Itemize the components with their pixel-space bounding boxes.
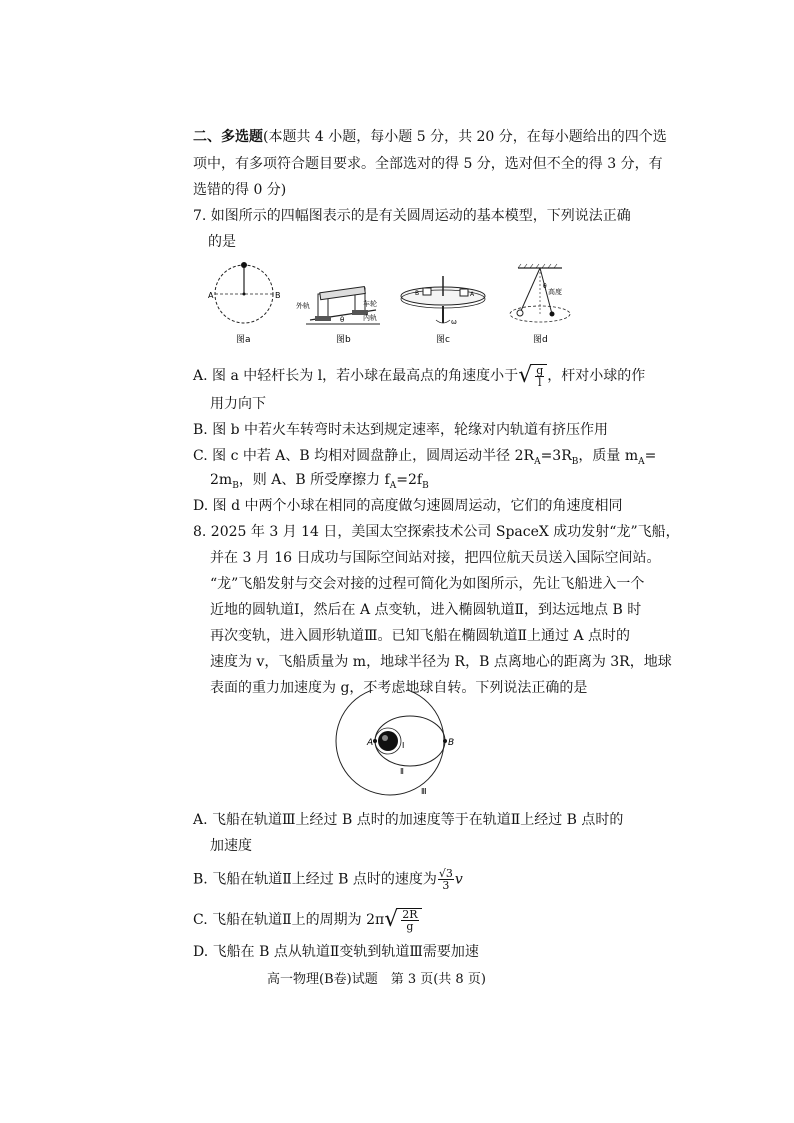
orbit-label-I: Ⅰ xyxy=(402,741,405,750)
section-desc-1: (本题共 4 小题，每小题 5 分，共 20 分，在每小题给出的四个选 xyxy=(263,129,667,145)
fig-a-label-B: B xyxy=(275,291,281,300)
earth xyxy=(378,731,398,751)
q8-option-b-text: B. 飞船在轨道Ⅱ上经过 B 点时的速度为 xyxy=(193,871,437,888)
q7-option-c-text-1: C. 图 c 中若 A、B 均相对圆盘静止，圆周运动半径 2R xyxy=(193,448,535,464)
q7-option-c-text-4: = xyxy=(644,448,657,464)
sub-b: B xyxy=(232,480,239,491)
fig-b-diagram xyxy=(296,287,380,345)
sub-a: A xyxy=(534,456,541,467)
fig-b-inner-rail: 内轨 xyxy=(363,314,377,322)
fig-a-label-A: A xyxy=(208,291,214,300)
q7-option-c-text-6: ，则 A、B 所受摩擦力 f xyxy=(238,472,390,488)
q8-stem-2: 并在 3 月 16 日成功与国际空间站对接，把四位航天员送入国际空间站。 xyxy=(210,550,661,566)
frac-3: 3 xyxy=(442,879,450,892)
q7-option-c-text-5: 2m xyxy=(210,472,233,488)
frac-l: l xyxy=(537,376,542,389)
q7-option-a-line-1 xyxy=(193,364,645,388)
q7-stem-1: 7. 如图所示的四幅图表示的是有关圆周运动的基本模型，下列说法正确 xyxy=(193,208,631,224)
orbit-label-A: A xyxy=(367,738,374,748)
frac-2r: 2R xyxy=(402,908,418,921)
q7-option-d: D. 图 d 中两个小球在相同的高度做匀速圆周运动，它们的角速度相同 xyxy=(193,498,623,514)
frac-sqrt3-over-3 xyxy=(438,868,454,891)
q7-option-c-text-7: =2f xyxy=(396,472,423,488)
fig-a-diagram xyxy=(208,262,281,345)
q7-option-c-line-1 xyxy=(193,446,656,472)
fig-c-label-B: B xyxy=(415,290,420,297)
sub-b: B xyxy=(422,480,429,491)
q7-figures xyxy=(200,258,600,350)
sub-a: A xyxy=(389,480,397,491)
frac-g: g xyxy=(536,364,544,377)
orbit-label-B: B xyxy=(448,738,455,748)
sub-b: B xyxy=(571,456,579,467)
q7-option-a-text: A. 图 a 中轻杆长为 l，若小球在最高点的角速度小于 xyxy=(193,368,519,384)
q8-stem-5: 再次变轨，进入圆形轨道Ⅲ。已知飞船在椭圆轨道Ⅱ上通过 A 点时的 xyxy=(210,628,631,644)
q8-option-a-line-1: A. 飞船在轨道Ⅲ上经过 B 点时的加速度等于在轨道Ⅱ上经过 B 点时的 xyxy=(193,812,624,828)
fig-c-label-A: A xyxy=(470,291,475,298)
fig-d-caption: 图d xyxy=(533,335,548,345)
q7-option-a-tail: ，杆对小球的作 xyxy=(547,368,646,384)
q8-option-d: D. 飞船在 B 点从轨道Ⅱ变轨到轨道Ⅲ需要加速 xyxy=(193,944,479,960)
fig-d-theta: θ xyxy=(543,283,547,290)
sqrt-g-over-l: √ $\frac{g}{l}$ xyxy=(518,364,547,388)
frac-sqrt3: √3 xyxy=(438,867,453,880)
fig-d-height: 高度 xyxy=(548,288,562,296)
page-footer: 高一物理(B卷)试题 第 3 页(共 8 页) xyxy=(267,972,486,987)
q8-stem-7: 表面的重力加速度为 g，不考虑地球自转。下列说法正确的是 xyxy=(210,680,588,696)
sub-a: A xyxy=(638,456,645,467)
frac-g: g xyxy=(406,920,414,933)
q7-stem-2: 的是 xyxy=(208,234,236,250)
q7-option-b: B. 图 b 中若火车转弯时未达到规定速率，轮缘对内轨道有挤压作用 xyxy=(193,422,609,438)
fig-d-diagram xyxy=(510,264,570,345)
q8-option-c xyxy=(193,908,422,932)
q8-option-b xyxy=(193,868,463,891)
section-header-line-1 xyxy=(193,127,667,147)
orbit-label-III: Ⅲ xyxy=(421,787,427,796)
section-desc-3: 选错的得 0 分) xyxy=(193,182,287,198)
q7-option-a-line-2: 用力向下 xyxy=(210,396,266,412)
fig-c-caption: 图c xyxy=(436,335,450,345)
fig-b-theta: θ xyxy=(340,316,345,324)
q8-option-a-line-2: 加速度 xyxy=(210,838,252,854)
q8-stem-1: 8. 2025 年 3 月 14 日，美国太空探索技术公司 SpaceX 成功发射“龙”飞船， xyxy=(193,524,680,540)
fig-a-caption: 图a xyxy=(236,335,251,345)
fig-b-caption: 图b xyxy=(336,335,351,345)
orbit-diagram xyxy=(330,690,470,800)
q8-stem-3: “龙”飞船发射与交会对接的过程可简化为如图所示，先让飞船进入一个 xyxy=(210,576,645,592)
q7-option-c-line-2 xyxy=(210,470,429,496)
fig-b-wheel: 车轮 xyxy=(363,300,377,308)
fig-c-diagram xyxy=(401,276,485,345)
q8-option-c-text: C. 飞船在轨道Ⅱ上的周期为 2π xyxy=(193,912,385,928)
q8-stem-6: 速度为 v，飞船质量为 m，地球半径为 R，B 点离地心的距离为 3R，地球 xyxy=(210,654,672,670)
velocity-v: v xyxy=(454,871,463,888)
q7-option-c-text-2: =3R xyxy=(540,448,572,464)
orbit-label-II: Ⅱ xyxy=(400,767,404,776)
fig-c-omega: ω xyxy=(451,318,457,326)
fig-b-outer-rail: 外轨 xyxy=(296,302,310,310)
q8-stem-4: 近地的圆轨道Ⅰ，然后在 A 点变轨，进入椭圆轨道Ⅱ，到达远地点 B 时 xyxy=(210,602,642,618)
section-title: 二、多选题 xyxy=(193,129,263,145)
q7-option-c-text-3: ，质量 m xyxy=(578,448,639,464)
sqrt-2r-over-g: √ $\frac{2R}{g}$ xyxy=(384,908,421,932)
section-desc-2: 项中，有多项符合题目要求。全部选对的得 5 分，选对但不全的得 3 分，有 xyxy=(193,156,663,172)
